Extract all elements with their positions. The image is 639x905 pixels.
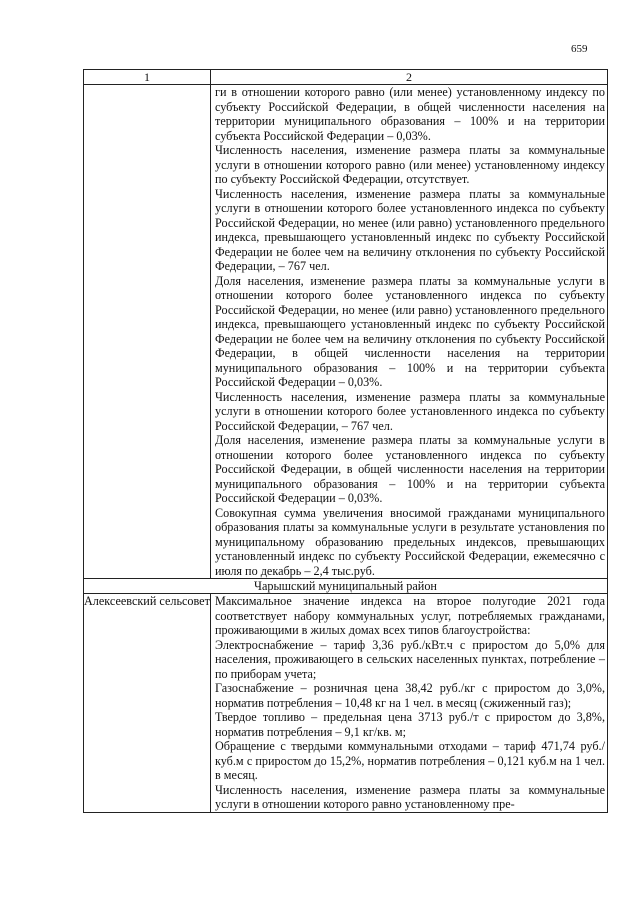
paragraph: Доля населения, изменение размера платы за коммунальные услуги в отношении которого более установленного индекса по субъекту Российской Федерации, но менее (или равно) установленного предельного индекса, превышающего установленный индекс по субъекту Российской Федерации не более чем на величину отклонения по субъекту Российской Федерации, в общей численности населения на территории муниципального образования – 100% и на территории субъекта Российской Федерации – 0,03%. bbox=[215, 273, 605, 389]
paragraph: Численность населения, изменение размера платы за коммунальные услуги в отношении которого равно установленному пре- bbox=[215, 782, 605, 811]
paragraph: Численность населения, изменение размера платы за коммунальные услуги в отношении которого более установленного индекса по субъекту Российской Федерации, но менее (или равно) установленного предельного индекса, превышающего установленный индекс по субъекту Российской Федерации не более чем на величину отклонения по субъекту Российской Федерации, – 767 чел. bbox=[215, 186, 605, 273]
row1-text-cell bbox=[211, 85, 608, 579]
paragraph: Твердое топливо – предельная цена 3713 руб./т с приростом до 3,8%, норматив потребления – 9,1 кг/кв. м; bbox=[215, 710, 605, 739]
paragraph: Численность населения, изменение размера платы за коммунальные услуги в отношении которого равно (или менее) установленному индексу по субъекту Российской Федерации, отсутствует. bbox=[215, 143, 605, 186]
paragraph: ги в отношении которого равно (или менее) установленному индексу по субъекту Российской Федерации, в общей численности населения на территории муниципального образования – 100% и на территории субъекта Российской Федерации – 0,03%. bbox=[215, 85, 605, 143]
paragraph: Численность населения, изменение размера платы за коммунальные услуги в отношении которого более установленного индекса по субъекту Российской Федерации, – 767 чел. bbox=[215, 389, 605, 433]
header-col-1: 1 bbox=[84, 70, 211, 85]
row1-left-cell bbox=[84, 85, 211, 579]
table-row bbox=[84, 594, 608, 813]
document-table bbox=[83, 69, 608, 813]
paragraph: Электроснабжение – тариф 3,36 руб./кВт.ч с приростом до 5,0% для населения, проживающего в сельских населенных пунктах, потребление – по приборам учета; bbox=[215, 637, 605, 681]
header-col-2: 2 bbox=[211, 70, 608, 85]
paragraph: Совокупная сумма увеличения вносимой гражданами муниципального образования платы за коммунальные услуги в результате установления по муниципальному образованию предельных индексов, превышающих установленный индекс по субъекту Российской Федерации, ежемесячно с июля по декабрь – 2,4 тыс.руб. bbox=[215, 505, 605, 578]
row2-text-cell bbox=[211, 594, 608, 813]
page-number: 659 bbox=[571, 43, 588, 55]
table-row bbox=[84, 85, 608, 579]
section-row bbox=[84, 579, 608, 594]
paragraph: Максимальное значение индекса на второе полугодие 2021 года соответствует набору коммунальных услуг, потребляемых гражданами, проживающими в жилых домах всех типов благоустройства: bbox=[215, 594, 605, 637]
paragraph: Доля населения, изменение размера платы за коммунальные услуги в отношении которого более установленного индекса по субъекту Российской Федерации, в общей численности населения на территории муниципального образования – 100% и на территории субъекта Российской Федерации – 0,03%. bbox=[215, 433, 605, 505]
paragraph: Обращение с твердыми коммунальными отходами – тариф 471,74 руб./куб.м с приростом до 15,2%, норматив потребления – 0,121 куб.м на 1 чел. в месяц. bbox=[215, 739, 605, 782]
paragraph: Газоснабжение – розничная цена 38,42 руб./кг с приростом до 3,0%, норматив потребления – 10,48 кг на 1 чел. в месяц (сжиженный газ); bbox=[215, 681, 605, 710]
row2-left-cell: Алексеевский сельсовет bbox=[84, 594, 211, 813]
table-header-row bbox=[84, 70, 608, 85]
section-title: Чарышский муниципальный район bbox=[84, 579, 608, 594]
